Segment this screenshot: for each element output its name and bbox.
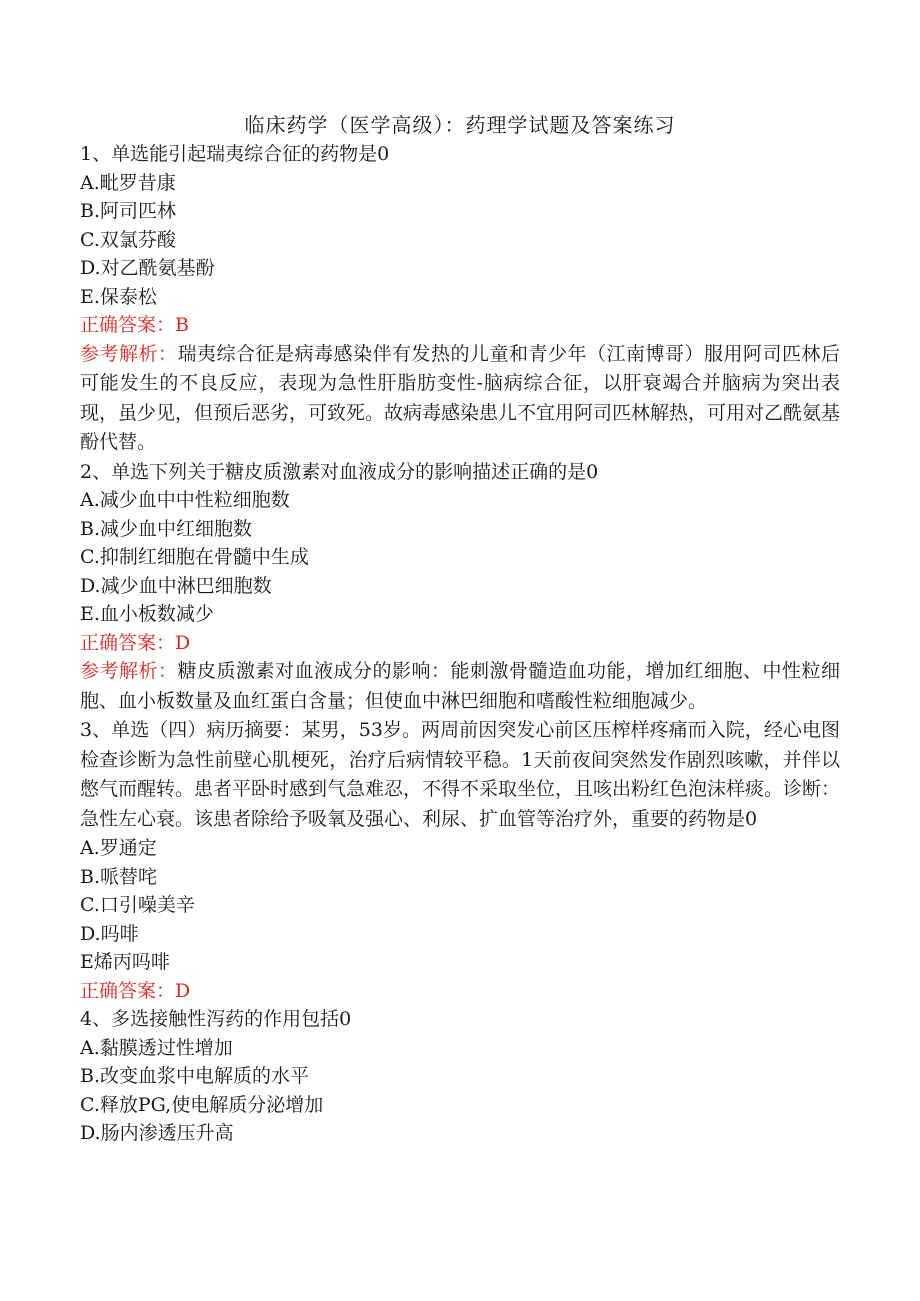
option-c: C.口引噪美辛 bbox=[80, 894, 195, 916]
answer-label: 正确答案： bbox=[80, 979, 176, 1002]
option-e: E.血小板数减少 bbox=[80, 603, 214, 625]
question-stem: 4、多选接触性泻药的作用包括0 bbox=[80, 1008, 352, 1030]
answer-line bbox=[80, 629, 840, 658]
answer-line bbox=[80, 977, 840, 1006]
option-a: A.减少血中中性粒细胞数 bbox=[80, 489, 290, 511]
analysis-text: 糖皮质激素对血液成分的影响：能刺激骨髓造血功能，增加红细胞、中性粒细胞、血小板数量及血红蛋白含量；但使血中淋巴细胞和嗜酸性粒细胞减少。 bbox=[80, 660, 840, 712]
answer-value: B bbox=[175, 314, 189, 336]
option-c: C.双氯芬酸 bbox=[80, 228, 176, 251]
option-a: A.黏膜透过性增加 bbox=[80, 1036, 233, 1059]
option-d: D.吗啡 bbox=[80, 922, 139, 945]
option-e: E烯丙吗啡 bbox=[80, 951, 170, 973]
question-4 bbox=[80, 1005, 840, 1148]
answer-line bbox=[80, 311, 840, 340]
question-1 bbox=[80, 140, 840, 458]
option-b: B.哌替咤 bbox=[80, 865, 158, 888]
answer-value: D bbox=[175, 979, 191, 1002]
option-d: D.对乙酰氨基酚 bbox=[80, 257, 215, 279]
question-stem: 1、单选能引起瑞夷综合征的药物是0 bbox=[80, 143, 390, 165]
option-b: B.阿司匹林 bbox=[80, 200, 177, 222]
document-body bbox=[80, 140, 840, 1148]
option-c: C.抑制红细胞在骨髓中生成 bbox=[80, 546, 309, 568]
option-d: D.减少血中淋巴细胞数 bbox=[80, 574, 272, 597]
option-a: A.毗罗昔康 bbox=[80, 171, 176, 194]
question-2 bbox=[80, 458, 840, 717]
answer-label: 正确答案： bbox=[80, 631, 176, 654]
option-c: C.释放PG,使电解质分泌增加 bbox=[80, 1093, 324, 1116]
answer-label: 正确答案： bbox=[80, 314, 176, 336]
analysis-label: 参考解析： bbox=[80, 660, 178, 682]
analysis-text: 瑞夷综合征是病毒感染伴有发热的儿童和青少年（江南博哥）服用阿司匹林后可能发生的不良反应，表现为急性肝脂肪变性-脑病综合征，以肝衰竭合并脑病为突出表现，虽少见，但预后恶劣，可致死。故病毒感染患儿不宜用阿司匹林解热，可用对乙酰氨基酚代替。 bbox=[80, 342, 841, 453]
analysis bbox=[80, 657, 840, 716]
option-e: E.保泰松 bbox=[80, 285, 157, 308]
option-d: D.肠内渗透压升高 bbox=[80, 1122, 234, 1144]
question-stem: 3、单选（四）病历摘要：某男，53岁。两周前因突发心前区压榨样疼痛而入院，经心电图检查诊断为急性前壁心肌梗死，治疗后病情较平稳。1天前夜间突然发作剧烈咳嗽，并伴以憋气而醒转。患者平卧时感到气急难忍，不得不采取坐位，且咳出粉红色泡沫样痰。诊断：急性左心衰。该患者除给予吸氧及强心、利尿、扩血管等治疗外，重要的药物是0 bbox=[80, 719, 841, 830]
question-3 bbox=[80, 716, 840, 1005]
option-b: B.改变血浆中电解质的水平 bbox=[80, 1065, 310, 1087]
analysis-label: 参考解析： bbox=[80, 342, 178, 365]
page-title: 临床药学（医学高级）：药理学试题及答案练习 bbox=[244, 113, 676, 137]
option-b: B.减少血中红细胞数 bbox=[80, 517, 253, 540]
question-stem: 2、单选下列关于糖皮质激素对血液成分的影响描述正确的是0 bbox=[80, 460, 599, 483]
answer-value: D bbox=[175, 631, 191, 654]
option-a: A.罗通定 bbox=[80, 837, 157, 859]
analysis bbox=[80, 340, 840, 458]
